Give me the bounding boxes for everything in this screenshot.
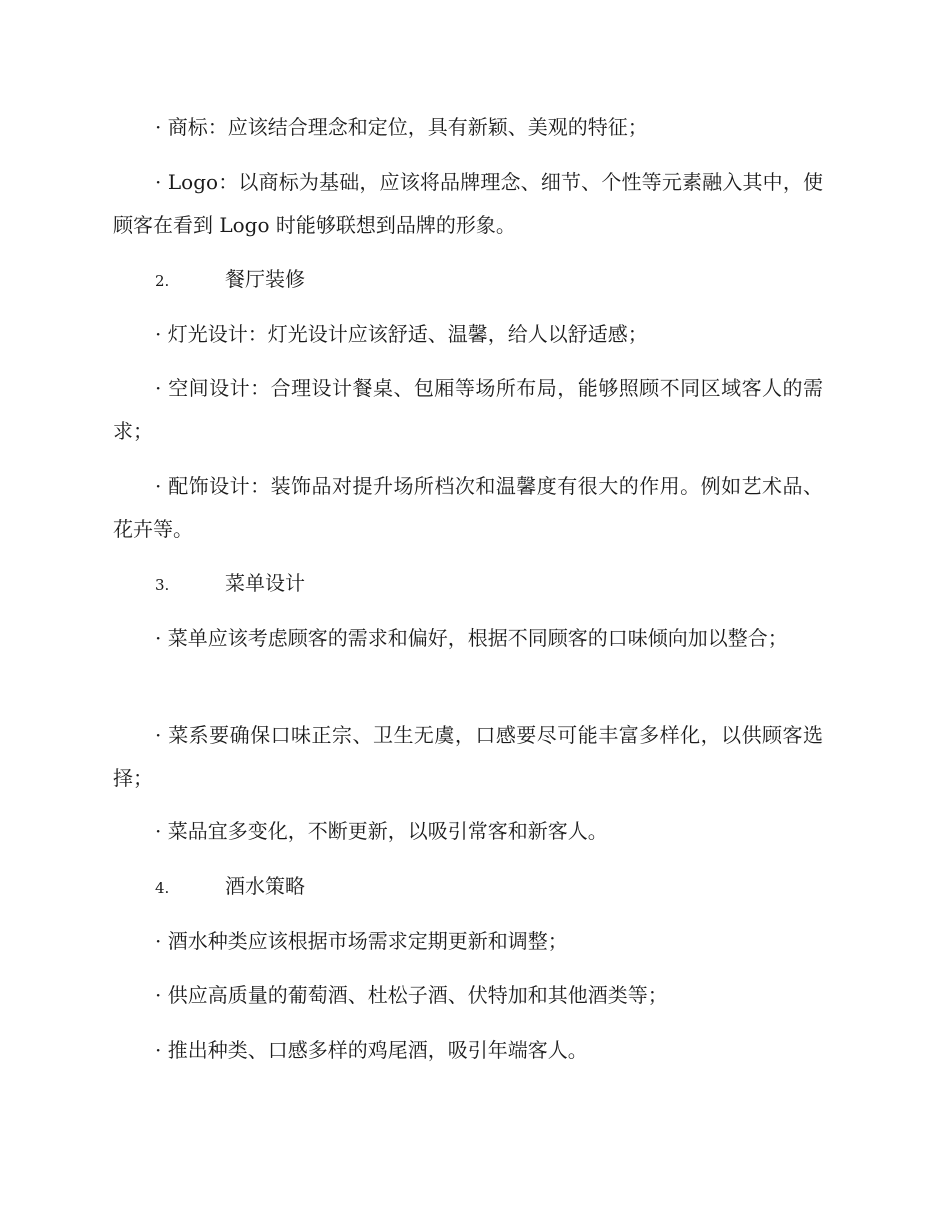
bullet-lighting: · 灯光设计：灯光设计应该舒适、温馨，给人以舒适感； bbox=[155, 322, 648, 346]
bullet-spirits: · 供应高质量的葡萄酒、杜松子酒、伏特加和其他酒类等； bbox=[155, 983, 668, 1007]
section-title: 菜单设计 bbox=[225, 571, 305, 595]
bullet-logo: · Logo：以商标为基础，应该将品牌理念、细节、个性等元素融入其中，使顾客在看到 Logo 时能够联想到品牌的形象。 bbox=[113, 170, 823, 237]
section-number: 2. bbox=[155, 272, 170, 290]
bullet-cocktails: · 推出种类、口感多样的鸡尾酒，吸引年端客人。 bbox=[155, 1038, 588, 1062]
section-title: 餐厅装修 bbox=[225, 267, 305, 291]
bullet-space: · 空间设计：合理设计餐桌、包厢等场所布局，能够照顾不同区域客人的需求； bbox=[113, 376, 823, 443]
bullet-cuisine: · 菜系要确保口味正宗、卫生无虞，口感要尽可能丰富多样化，以供顾客选择； bbox=[113, 723, 823, 790]
section-heading-decoration bbox=[155, 258, 305, 303]
section-title: 酒水策略 bbox=[225, 874, 305, 898]
bullet-accessories: · 配饰设计：装饰品对提升场所档次和温馨度有很大的作用。例如艺术品、花卉等。 bbox=[113, 474, 823, 541]
section-number: 4. bbox=[155, 879, 170, 897]
section-number: 3. bbox=[155, 576, 170, 594]
section-heading-menu bbox=[155, 562, 305, 607]
bullet-menu-preferences: · 菜单应该考虑顾客的需求和偏好，根据不同顾客的口味倾向加以整合； bbox=[155, 626, 788, 650]
bullet-dish-variety: · 菜品宜多变化，不断更新，以吸引常客和新客人。 bbox=[155, 819, 608, 843]
section-heading-drinks bbox=[155, 865, 305, 910]
bullet-trademark: · 商标：应该结合理念和定位，具有新颖、美观的特征； bbox=[155, 115, 648, 139]
bullet-drink-types: · 酒水种类应该根据市场需求定期更新和调整； bbox=[155, 929, 568, 953]
